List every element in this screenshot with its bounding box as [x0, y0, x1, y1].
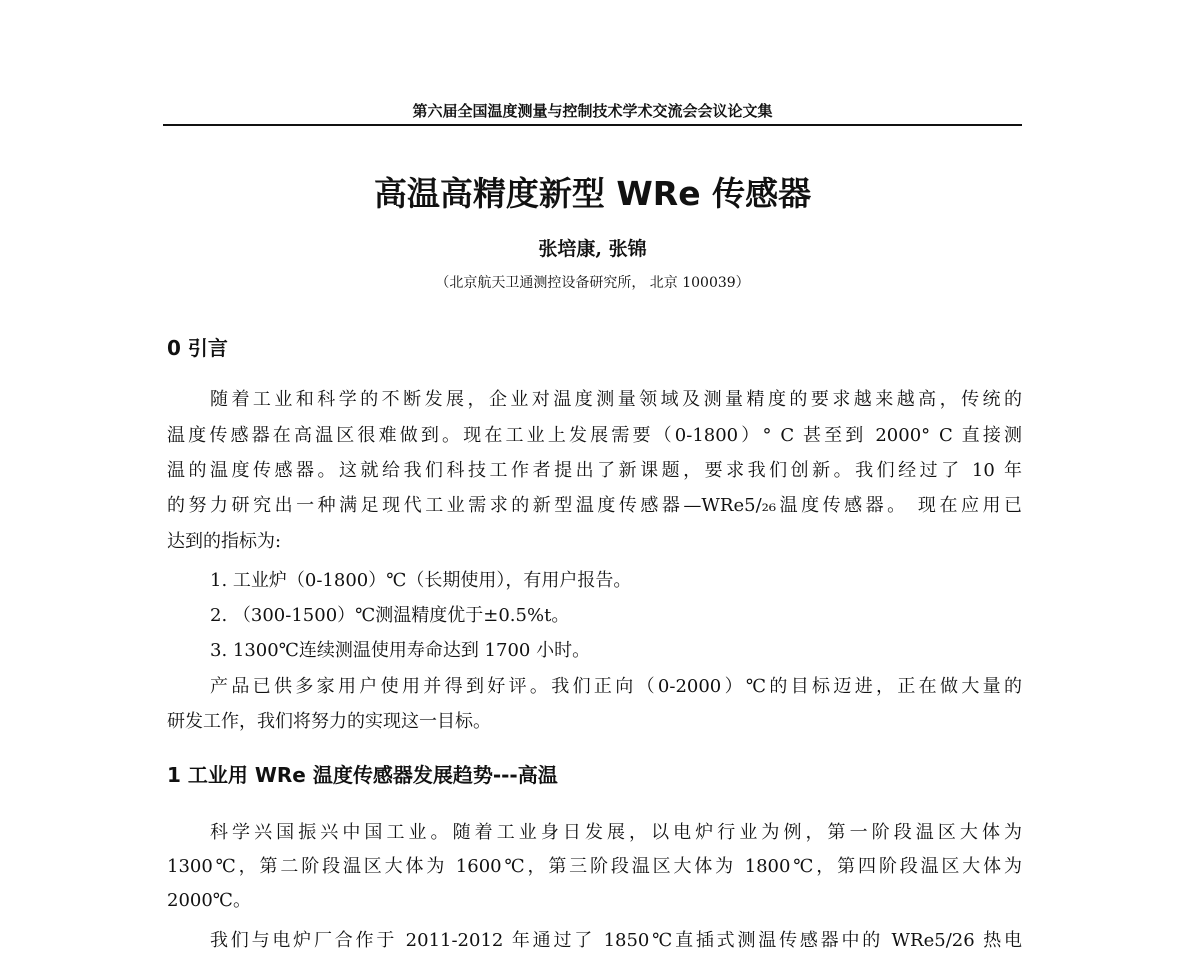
- affiliation: （北京航天卫通测控设备研究所， 北京 100039）: [435, 275, 750, 291]
- paragraph-line: 的努力研究出一种满足现代工业需求的新型温度传感器—WRe5/₂₆温度传感器。 现在应用已: [167, 495, 1022, 516]
- paragraph-line: 我们与电炉厂合作于 2011-2012 年通过了 1850℃直插式测温传感器中的 WRe5/26 热电: [210, 930, 1022, 951]
- section-heading-1: 1 工业用 WRe 温度传感器发展趋势---高温: [167, 763, 558, 787]
- paragraph-line: 产品已供多家用户使用并得到好评。我们正向（0-2000）℃的目标迈进，正在做大量的: [210, 676, 1022, 697]
- running-head: 第六届全国温度测量与控制技术学术交流会会议论文集: [412, 102, 773, 120]
- section-heading-intro: 0 引言: [167, 336, 228, 360]
- list-item: 1. 工业炉（0-1800）℃（长期使用），有用户报告。: [210, 570, 632, 591]
- paragraph-line: 1300℃，第二阶段温区大体为 1600℃，第三阶段温区大体为 1800℃，第四阶段温区大体为: [167, 856, 1022, 877]
- header-rule: [163, 124, 1022, 126]
- list-item: 2. （300-1500）℃测温精度优于±0.5%t。: [210, 605, 570, 626]
- paragraph-line: 达到的指标为:: [167, 531, 282, 552]
- paper-title: 高温高精度新型 WRe 传感器: [373, 174, 812, 213]
- paragraph-line: 科学兴国振兴中国工业。随着工业身日发展，以电炉行业为例，第一阶段温区大体为: [210, 822, 1022, 843]
- paragraph-line: 随着工业和科学的不断发展，企业对温度测量领域及测量精度的要求越来越高，传统的: [210, 389, 1022, 410]
- paragraph-line: 温度传感器在高温区很难做到。现在工业上发展需要（0-1800）° C 甚至到 2000° C 直接测: [167, 425, 1022, 446]
- authors: 张培康, 张锦: [538, 238, 647, 260]
- paragraph-line: 研发工作，我们将努力的实现这一目标。: [167, 711, 491, 732]
- paragraph-line: 2000℃。: [167, 890, 251, 911]
- list-item: 3. 1300℃连续测温使用寿命达到 1700 小时。: [210, 640, 591, 661]
- paragraph-line: 温的温度传感器。这就给我们科技工作者提出了新课题，要求我们创新。我们经过了 10 年: [167, 460, 1022, 481]
